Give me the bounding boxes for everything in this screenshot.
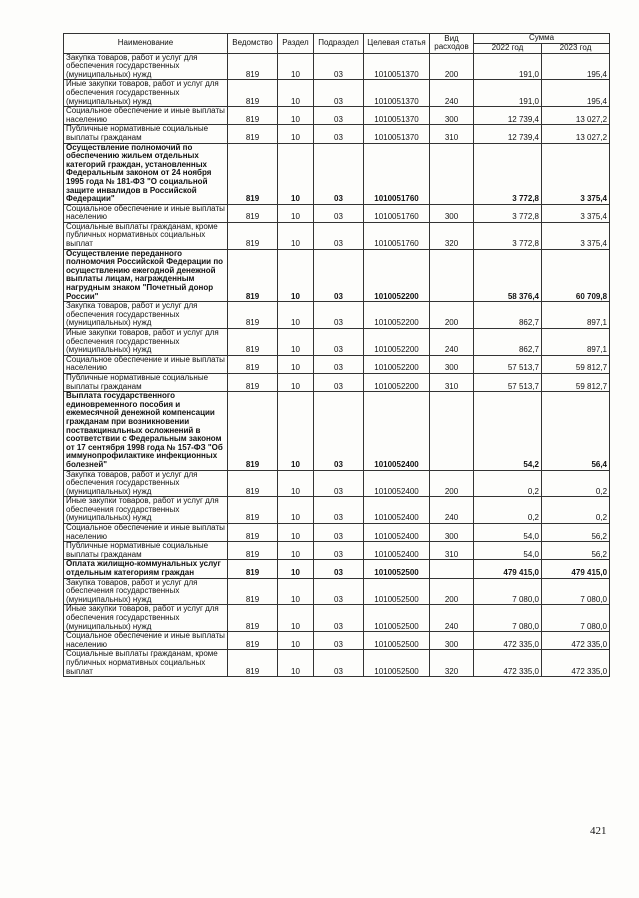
row-sum-2023: 56,2 — [542, 542, 610, 560]
row-sum-2023: 3 375,4 — [542, 204, 610, 222]
table-row — [64, 632, 610, 650]
row-razdel: 10 — [278, 143, 314, 204]
row-name: Иные закупки товаров, работ и услуг для обеспечения государственных (муниципальных) нужд — [64, 329, 228, 356]
table-row — [64, 80, 610, 107]
table-row — [64, 143, 610, 204]
row-target-article: 1010052400 — [364, 392, 430, 470]
row-vedomstvo: 819 — [228, 650, 278, 677]
row-vedomstvo: 819 — [228, 80, 278, 107]
row-target-article: 1010051760 — [364, 222, 430, 249]
row-sum-2022: 0,2 — [474, 497, 542, 524]
row-target-article: 1010052400 — [364, 524, 430, 542]
row-sum-2022: 54,0 — [474, 542, 542, 560]
row-podrazdel: 03 — [314, 560, 364, 578]
row-name: Закупка товаров, работ и услуг для обеспечения государственных (муниципальных) нужд — [64, 578, 228, 605]
row-target-article: 1010052200 — [364, 355, 430, 373]
row-target-article: 1010051370 — [364, 107, 430, 125]
row-sum-2023: 13 027,2 — [542, 125, 610, 143]
row-target-article: 1010052200 — [364, 302, 430, 329]
row-sum-2023: 479 415,0 — [542, 560, 610, 578]
row-expense-type: 300 — [430, 107, 474, 125]
row-podrazdel: 03 — [314, 470, 364, 497]
row-sum-2023: 3 375,4 — [542, 222, 610, 249]
row-name: Социальное обеспечение и иные выплаты населению — [64, 355, 228, 373]
row-target-article: 1010052200 — [364, 249, 430, 302]
row-sum-2023: 897,1 — [542, 302, 610, 329]
row-podrazdel: 03 — [314, 302, 364, 329]
row-vedomstvo: 819 — [228, 497, 278, 524]
row-sum-2022: 7 080,0 — [474, 605, 542, 632]
table-row — [64, 302, 610, 329]
row-sum-2022: 12 739,4 — [474, 125, 542, 143]
row-sum-2023: 472 335,0 — [542, 650, 610, 677]
row-podrazdel: 03 — [314, 80, 364, 107]
row-sum-2023: 195,4 — [542, 53, 610, 80]
row-sum-2023: 56,2 — [542, 524, 610, 542]
row-podrazdel: 03 — [314, 329, 364, 356]
row-name: Осуществление переданного полномочия Российской Федерации по осуществлению ежегодной денежной выплаты лицам, награжденным нагрудным знаком "Почетный донор России" — [64, 249, 228, 302]
row-razdel: 10 — [278, 605, 314, 632]
table-row — [64, 204, 610, 222]
row-razdel: 10 — [278, 560, 314, 578]
row-razdel: 10 — [278, 80, 314, 107]
row-name: Иные закупки товаров, работ и услуг для обеспечения государственных (муниципальных) нужд — [64, 80, 228, 107]
row-vedomstvo: 819 — [228, 107, 278, 125]
row-sum-2023: 3 375,4 — [542, 143, 610, 204]
row-vedomstvo: 819 — [228, 53, 278, 80]
table-header — [64, 34, 610, 54]
row-razdel: 10 — [278, 373, 314, 391]
table-row — [64, 524, 610, 542]
table-row — [64, 392, 610, 470]
row-target-article: 1010051760 — [364, 143, 430, 204]
row-razdel: 10 — [278, 107, 314, 125]
row-name: Публичные нормативные социальные выплаты гражданам — [64, 542, 228, 560]
row-podrazdel: 03 — [314, 249, 364, 302]
row-name: Социальные выплаты гражданам, кроме публичных нормативных социальных выплат — [64, 222, 228, 249]
row-sum-2022: 58 376,4 — [474, 249, 542, 302]
table-row — [64, 650, 610, 677]
row-sum-2023: 7 080,0 — [542, 605, 610, 632]
table-row — [64, 470, 610, 497]
row-name: Иные закупки товаров, работ и услуг для обеспечения государственных (муниципальных) нужд — [64, 497, 228, 524]
row-podrazdel: 03 — [314, 605, 364, 632]
row-expense-type: 310 — [430, 373, 474, 391]
row-name: Социальное обеспечение и иные выплаты населению — [64, 204, 228, 222]
row-podrazdel: 03 — [314, 392, 364, 470]
row-expense-type: 320 — [430, 222, 474, 249]
row-sum-2023: 60 709,8 — [542, 249, 610, 302]
row-expense-type: 320 — [430, 650, 474, 677]
row-sum-2022: 479 415,0 — [474, 560, 542, 578]
row-vedomstvo: 819 — [228, 605, 278, 632]
row-name: Социальное обеспечение и иные выплаты населению — [64, 524, 228, 542]
row-expense-type: 310 — [430, 542, 474, 560]
row-vedomstvo: 819 — [228, 560, 278, 578]
row-razdel: 10 — [278, 204, 314, 222]
row-target-article: 1010052500 — [364, 560, 430, 578]
row-expense-type — [430, 560, 474, 578]
row-expense-type: 240 — [430, 605, 474, 632]
row-razdel: 10 — [278, 53, 314, 80]
row-sum-2023: 59 812,7 — [542, 373, 610, 391]
row-sum-2022: 0,2 — [474, 470, 542, 497]
row-podrazdel: 03 — [314, 53, 364, 80]
row-target-article: 1010051370 — [364, 125, 430, 143]
row-name: Выплата государственного единовременного пособия и ежемесячной денежной компенсации гражданам при возникновении поствакцинальных осложнений в соответствии с Федеральным законом от 17 сентября 1998 года № 157-ФЗ "Об иммунопрофилактике инфекционных болезней" — [64, 392, 228, 470]
header-vedomstvo: Ведомство — [228, 34, 278, 54]
header-target-article: Целевая статья — [364, 34, 430, 54]
row-vedomstvo: 819 — [228, 143, 278, 204]
row-podrazdel: 03 — [314, 107, 364, 125]
row-podrazdel: 03 — [314, 632, 364, 650]
row-sum-2022: 3 772,8 — [474, 222, 542, 249]
row-name: Социальные выплаты гражданам, кроме публичных нормативных социальных выплат — [64, 650, 228, 677]
row-vedomstvo: 819 — [228, 373, 278, 391]
row-razdel: 10 — [278, 524, 314, 542]
header-name: Наименование — [64, 34, 228, 54]
row-sum-2023: 195,4 — [542, 80, 610, 107]
row-vedomstvo: 819 — [228, 355, 278, 373]
table-row — [64, 355, 610, 373]
row-sum-2022: 862,7 — [474, 302, 542, 329]
row-razdel: 10 — [278, 392, 314, 470]
row-razdel: 10 — [278, 470, 314, 497]
row-vedomstvo: 819 — [228, 392, 278, 470]
row-name: Социальное обеспечение и иные выплаты населению — [64, 632, 228, 650]
row-expense-type: 200 — [430, 53, 474, 80]
row-razdel: 10 — [278, 329, 314, 356]
row-podrazdel: 03 — [314, 355, 364, 373]
row-sum-2022: 191,0 — [474, 80, 542, 107]
table-row — [64, 605, 610, 632]
row-sum-2023: 59 812,7 — [542, 355, 610, 373]
row-razdel: 10 — [278, 222, 314, 249]
row-sum-2023: 897,1 — [542, 329, 610, 356]
row-vedomstvo: 819 — [228, 470, 278, 497]
row-expense-type — [430, 143, 474, 204]
row-razdel: 10 — [278, 497, 314, 524]
table-row — [64, 497, 610, 524]
row-sum-2023: 0,2 — [542, 497, 610, 524]
row-razdel: 10 — [278, 632, 314, 650]
row-vedomstvo: 819 — [228, 329, 278, 356]
row-target-article: 1010052400 — [364, 470, 430, 497]
row-name: Публичные нормативные социальные выплаты гражданам — [64, 373, 228, 391]
row-razdel: 10 — [278, 542, 314, 560]
row-vedomstvo: 819 — [228, 204, 278, 222]
row-expense-type: 310 — [430, 125, 474, 143]
header-year-2022: 2022 год — [474, 43, 542, 53]
row-podrazdel: 03 — [314, 222, 364, 249]
row-name: Социальное обеспечение и иные выплаты населению — [64, 107, 228, 125]
row-expense-type: 300 — [430, 355, 474, 373]
row-expense-type: 200 — [430, 302, 474, 329]
row-razdel: 10 — [278, 302, 314, 329]
row-sum-2022: 54,0 — [474, 524, 542, 542]
row-sum-2022: 862,7 — [474, 329, 542, 356]
row-expense-type: 240 — [430, 80, 474, 107]
row-podrazdel: 03 — [314, 204, 364, 222]
row-name: Закупка товаров, работ и услуг для обеспечения государственных (муниципальных) нужд — [64, 53, 228, 80]
row-sum-2022: 472 335,0 — [474, 650, 542, 677]
row-name: Публичные нормативные социальные выплаты гражданам — [64, 125, 228, 143]
row-razdel: 10 — [278, 125, 314, 143]
row-vedomstvo: 819 — [228, 302, 278, 329]
table-body — [64, 53, 610, 677]
row-vedomstvo: 819 — [228, 542, 278, 560]
row-razdel: 10 — [278, 578, 314, 605]
row-target-article: 1010051760 — [364, 204, 430, 222]
row-podrazdel: 03 — [314, 578, 364, 605]
table-row — [64, 373, 610, 391]
header-year-2023: 2023 год — [542, 43, 610, 53]
row-podrazdel: 03 — [314, 650, 364, 677]
row-vedomstvo: 819 — [228, 524, 278, 542]
row-sum-2022: 7 080,0 — [474, 578, 542, 605]
row-vedomstvo: 819 — [228, 222, 278, 249]
row-podrazdel: 03 — [314, 125, 364, 143]
row-podrazdel: 03 — [314, 143, 364, 204]
table-row — [64, 542, 610, 560]
table-row — [64, 249, 610, 302]
header-sum: Сумма — [474, 34, 610, 44]
header-razdel: Раздел — [278, 34, 314, 54]
budget-table — [63, 33, 610, 677]
row-name: Иные закупки товаров, работ и услуг для обеспечения государственных (муниципальных) нужд — [64, 605, 228, 632]
row-expense-type: 300 — [430, 204, 474, 222]
row-razdel: 10 — [278, 650, 314, 677]
table-row — [64, 107, 610, 125]
table-row — [64, 560, 610, 578]
row-expense-type: 240 — [430, 497, 474, 524]
row-expense-type: 240 — [430, 329, 474, 356]
header-podrazdel: Подраздел — [314, 34, 364, 54]
row-podrazdel: 03 — [314, 497, 364, 524]
row-target-article: 1010051370 — [364, 80, 430, 107]
row-target-article: 1010051370 — [364, 53, 430, 80]
page-number: 421 — [590, 825, 607, 837]
row-sum-2022: 54,2 — [474, 392, 542, 470]
header-expense-type: Вид расходов — [430, 34, 474, 54]
row-target-article: 1010052200 — [364, 329, 430, 356]
row-podrazdel: 03 — [314, 542, 364, 560]
row-razdel: 10 — [278, 355, 314, 373]
row-name: Оплата жилищно-коммунальных услуг отдельным категориям граждан — [64, 560, 228, 578]
row-expense-type: 200 — [430, 578, 474, 605]
row-sum-2023: 13 027,2 — [542, 107, 610, 125]
row-sum-2022: 191,0 — [474, 53, 542, 80]
row-expense-type: 300 — [430, 632, 474, 650]
row-sum-2022: 12 739,4 — [474, 107, 542, 125]
row-name: Закупка товаров, работ и услуг для обеспечения государственных (муниципальных) нужд — [64, 302, 228, 329]
row-target-article: 1010052500 — [364, 632, 430, 650]
row-expense-type — [430, 249, 474, 302]
row-sum-2022: 472 335,0 — [474, 632, 542, 650]
row-name: Закупка товаров, работ и услуг для обеспечения государственных (муниципальных) нужд — [64, 470, 228, 497]
row-target-article: 1010052200 — [364, 373, 430, 391]
row-target-article: 1010052500 — [364, 605, 430, 632]
table-row — [64, 222, 610, 249]
row-expense-type: 200 — [430, 470, 474, 497]
row-vedomstvo: 819 — [228, 632, 278, 650]
row-sum-2023: 56,4 — [542, 392, 610, 470]
row-sum-2023: 0,2 — [542, 470, 610, 497]
row-sum-2023: 472 335,0 — [542, 632, 610, 650]
table-row — [64, 578, 610, 605]
row-vedomstvo: 819 — [228, 578, 278, 605]
row-podrazdel: 03 — [314, 373, 364, 391]
row-target-article: 1010052500 — [364, 650, 430, 677]
row-target-article: 1010052500 — [364, 578, 430, 605]
row-podrazdel: 03 — [314, 524, 364, 542]
row-target-article: 1010052400 — [364, 542, 430, 560]
row-vedomstvo: 819 — [228, 125, 278, 143]
row-sum-2022: 57 513,7 — [474, 373, 542, 391]
row-name: Осуществление полномочий по обеспечению жильем отдельных категорий граждан, установленных Федеральным законом от 24 ноября 1995 года № 181-ФЗ "О социальной защите инвалидов в Российской Федерации" — [64, 143, 228, 204]
row-expense-type — [430, 392, 474, 470]
table-row — [64, 329, 610, 356]
row-sum-2022: 3 772,8 — [474, 143, 542, 204]
row-expense-type: 300 — [430, 524, 474, 542]
row-razdel: 10 — [278, 249, 314, 302]
row-sum-2023: 7 080,0 — [542, 578, 610, 605]
row-sum-2022: 3 772,8 — [474, 204, 542, 222]
row-vedomstvo: 819 — [228, 249, 278, 302]
table-row — [64, 53, 610, 80]
table-row — [64, 125, 610, 143]
row-target-article: 1010052400 — [364, 497, 430, 524]
row-sum-2022: 57 513,7 — [474, 355, 542, 373]
